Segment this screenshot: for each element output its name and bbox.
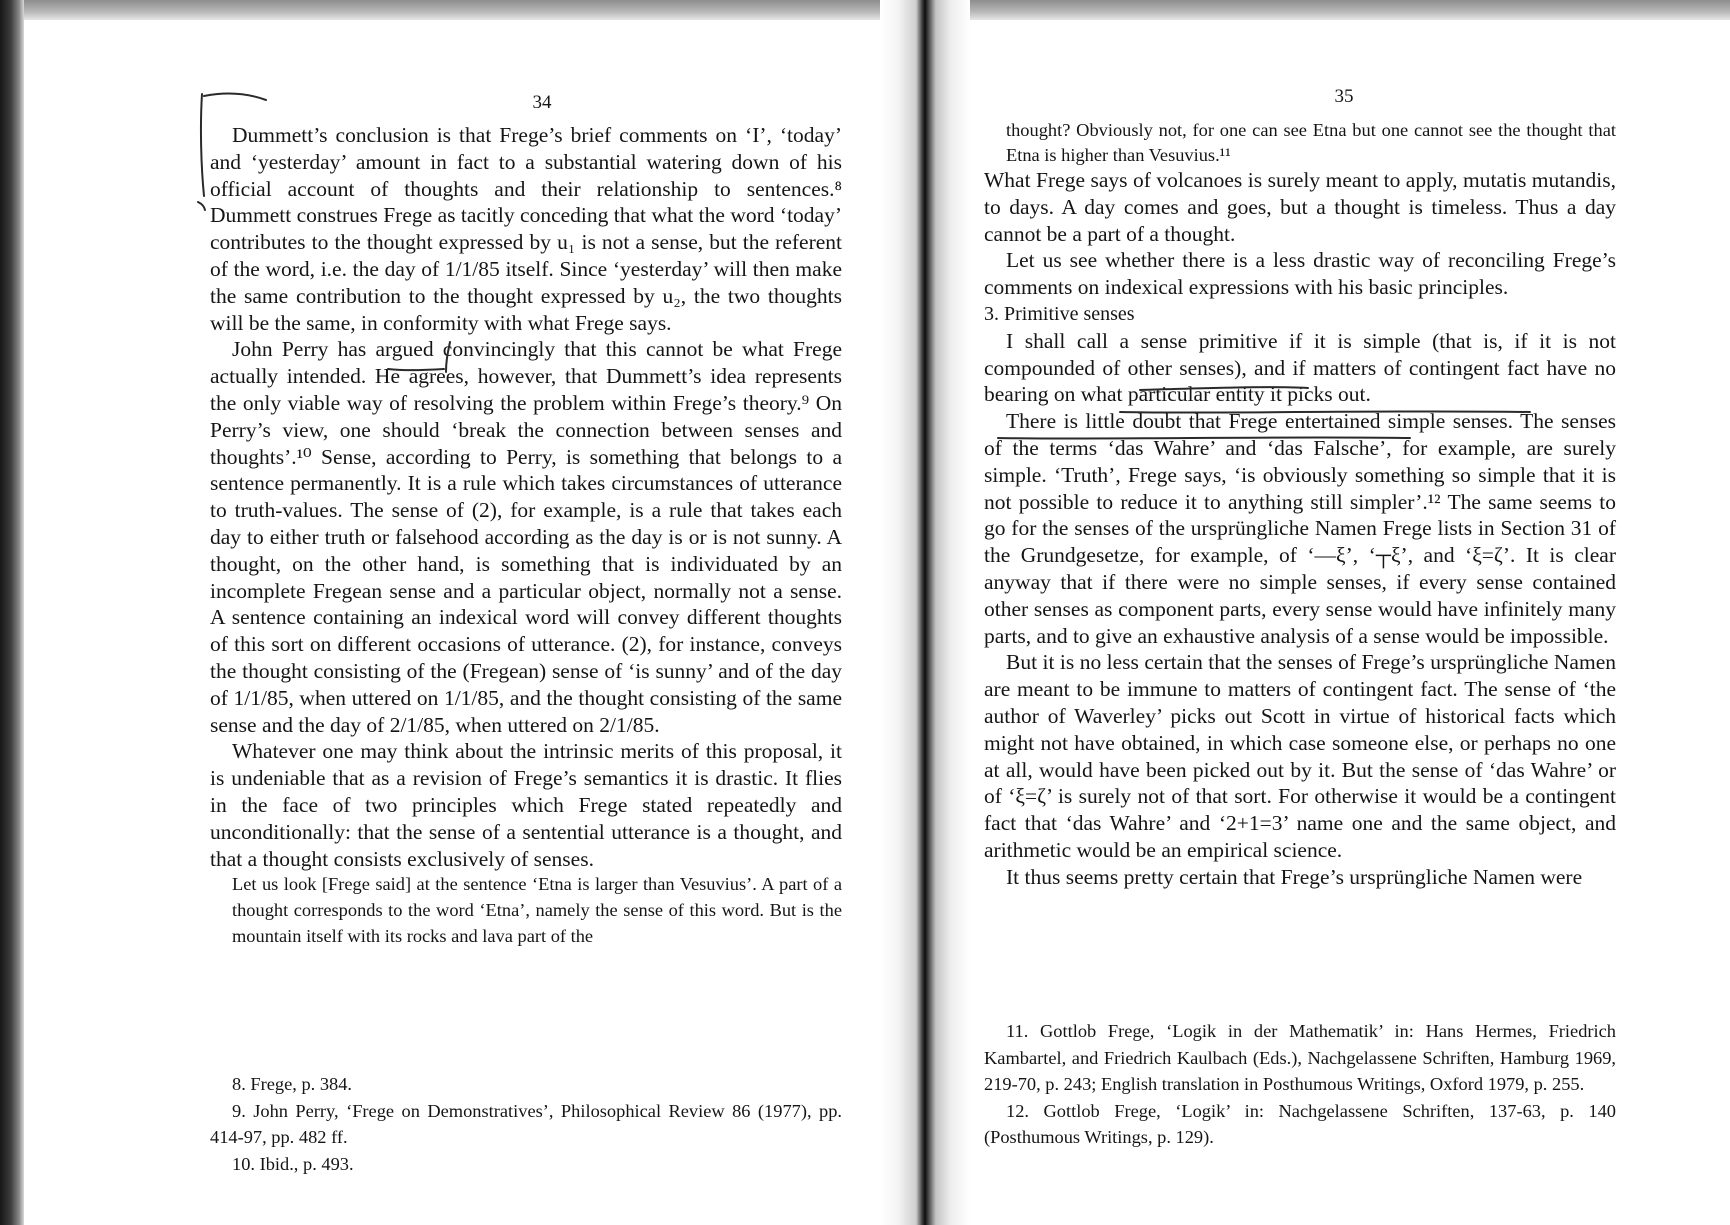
paragraph: What Frege says of volcanoes is surely meant to apply, mutatis mutandis, to days. A day comes and goes, but a thought is timeless. Thus a day cannot be a part of a thought. xyxy=(984,168,1616,246)
footnote: 12. Gottlob Frege, ‘Logik’ in: Nachgelassene Schriften, 137-63, p. 140 (Posthumous Writings, p. 129). xyxy=(984,1100,1616,1147)
handwritten-underline-mark xyxy=(970,372,1630,452)
paragraph: There is little doubt that Frege entertained simple senses. The senses of the terms ‘das Wahre’ and ‘das Falsche’, for example, are surely simple. ‘Truth’, Frege says, ‘is obviously something so simple that it is not possible to reduce it to anything still simpler’.¹² The same seems to go for the senses of the ursprüngliche Namen Frege lists in Section 31 of the Grundgesetze, for example, of ‘—ξ’, ‘┬ξ’, and ‘ξ=ζ’. It is clear anyway that if there were no simple senses, if every sense contained other senses as component parts, every sense would have infinitely many parts, and to give an exhaustive analysis of a sense would be impossible. xyxy=(984,409,1616,648)
left-page-footnotes xyxy=(210,1071,842,1177)
left-page xyxy=(24,0,880,1225)
paragraph: But it is no less certain that the senses of Frege’s ursprüngliche Namen are meant to be immune to matters of contingent fact. The sense of ‘the author of Waverley’ picks out Scott in virtue of historical facts which might not have obtained, in which case someone else, or perhaps no one at all, would have been picked out by it. But the sense of ‘das Wahre’ or of ‘ξ=ζ’ is surely not of that sort. For otherwise it would be a contingent fact that ‘das Wahre’ and ‘2+1=3’ name one and the same object, and arithmetic would be an empirical science. xyxy=(984,650,1616,862)
paragraph: Let us see whether there is a less drastic way of reconciling Frege’s comments on indexical expressions with his basic principles. xyxy=(984,248,1616,300)
footnote: 10. Ibid., p. 493. xyxy=(232,1153,354,1174)
page-number: 34 xyxy=(532,92,552,113)
handwritten-underline-mark xyxy=(386,338,476,378)
section-heading: 3. Primitive senses xyxy=(984,302,1135,325)
footnote: 8. Frege, p. 384. xyxy=(232,1074,353,1094)
right-page-footnotes xyxy=(984,1018,1616,1151)
footnote: 9. John Perry, ‘Frege on Demonstratives’, Philosophical Review 86 (1977), pp. 414-97, pp. 482 ff. xyxy=(210,1100,842,1147)
footnote: 11. Gottlob Frege, ‘Logik in der Mathematik’ in: Hans Hermes, Friedrich Kambartel, and Friedrich Kaulbach (Eds.), Nachgelassene Schriften, Hamburg 1969, 219-70, p. 243; English translation in Posthumous Writings, Oxford 1979, p. 255. xyxy=(984,1021,1616,1094)
block-quote-continued: thought? Obviously not, for one can see Etna but one cannot see the thought that Etna is higher than Vesuvius.¹¹ xyxy=(1006,120,1616,165)
right-page xyxy=(970,0,1730,1225)
block-quote: Let us look [Frege said] at the sentence ‘Etna is larger than Vesuvius’. A part of a thought corresponds to the word ‘Etna’, namely the sense of this word. But is the mountain itself with its rocks and lava part of the xyxy=(232,874,842,946)
scan-left-edge-shadow xyxy=(0,0,24,1225)
handwritten-bracket-mark xyxy=(174,86,274,216)
paragraph: John Perry has argued convincingly that this cannot be what Frege actually intended. He agrees, however, that Dummett’s idea represents the only viable way of resolving the problem within Frege’s theory.⁹ On Perry’s view, one should ‘break the connection between senses and thoughts’.¹⁰ Sense, according to Perry, is something that belongs to a sentence permanently. It is a rule which takes circumstances of utterance to truth-values. The sense of (2), for example, is a rule that takes each day to either truth or falsehood according as the day is or is not sunny. A thought, on the other hand, is something that is individuated by an incomplete Fregean sense and a particular object, normally not a sense. A sentence containing an indexical word will convey different thoughts of this sort on different occasions of utterance. (2), for instance, conveys the thought consisting of the (Fregean) sense of ‘is sunny’ and of the day of 1/1/85, when uttered on 1/1/85, and the thought consisting of the same sense and the day of 2/1/85, when uttered on 2/1/85. xyxy=(210,337,842,737)
page-number: 35 xyxy=(1334,86,1354,107)
paragraph: Dummett’s conclusion is that Frege’s brief comments on ‘I’, ‘today’ and ‘yesterday’ amount in fact to a substantial watering down of his official account of thoughts and their relationship to sentences.⁸ Dummett construes Frege as tacitly conceding that what the word ‘today’ contributes to the thought expressed by u₁ is not a sense, but the referent of the word, i.e. the day of 1/1/85 itself. Since ‘yesterday’ will then make the same contribution to the thought expressed by u₂, the two thoughts will be the same, in conformity with what Frege says. xyxy=(210,123,842,335)
paragraph: Whatever one may think about the intrinsic merits of this proposal, it is undeniable that as a revision of Frege’s semantics it is drastic. It flies in the face of two principles which Frege stated repeatedly and unconditionally: that the sense of a sentential utterance is a thought, and that a thought consists exclusively of senses. xyxy=(210,739,842,871)
left-page-body xyxy=(210,122,842,950)
right-page-body xyxy=(984,118,1616,891)
paragraph: It thus seems pretty certain that Frege’s ursprüngliche Namen were xyxy=(1006,864,1583,889)
paragraph: I shall call a sense primitive if it is simple (that is, if it is not compounded of other senses), and if matters of contingent fact have no bearing on what particular entity it picks out. xyxy=(984,328,1616,407)
book-gutter xyxy=(880,0,970,1225)
